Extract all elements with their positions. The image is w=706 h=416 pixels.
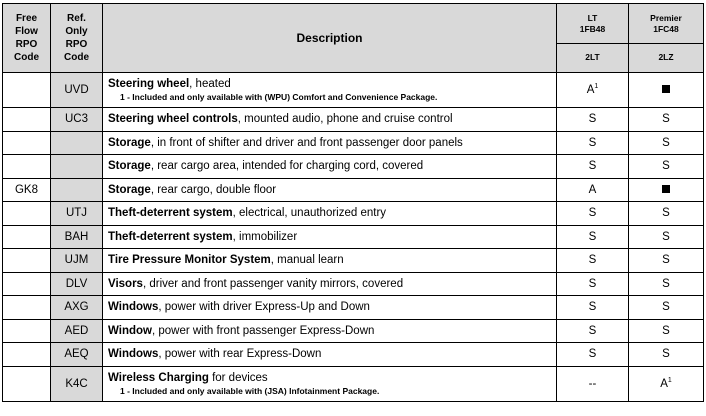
table-row: [3, 178, 704, 202]
lt-value: S: [557, 249, 629, 273]
feature-detail: , mounted audio, phone and cruise control: [237, 113, 453, 126]
lt-value: S: [557, 343, 629, 367]
feature-detail: , heated: [189, 78, 231, 90]
feature-name: Windows: [108, 348, 159, 361]
premier-value: S: [629, 249, 704, 273]
table-row: [3, 73, 704, 108]
free-flow-line: RPO: [15, 39, 38, 50]
feature-detail: , driver and front passenger vanity mirrors, covered: [142, 277, 404, 290]
lt-value: S: [557, 108, 629, 132]
feature-name: Steering wheel: [108, 78, 190, 90]
free-flow-line: Flow: [15, 26, 38, 37]
feature-name: Storage: [108, 136, 151, 149]
premier-value-footnote-marker: 1: [667, 376, 672, 384]
spec-table: [2, 3, 704, 402]
description-cell: [103, 296, 557, 320]
ref-code: AXG: [51, 296, 103, 320]
table-row: [3, 249, 704, 273]
description-cell: [103, 366, 557, 401]
description-cell: [103, 178, 557, 202]
lt-trim-name: LT: [587, 13, 598, 23]
feature-name: Visors: [108, 277, 143, 290]
feature-detail: , power with rear Express-Down: [158, 348, 322, 361]
feature-name: Windows: [108, 301, 159, 314]
lt-value-footnote-marker: 1: [594, 83, 599, 91]
premier-trim-name: Premier: [650, 13, 682, 23]
ref-only-line: Only: [65, 26, 88, 37]
feature-name: Window: [108, 324, 152, 337]
free-flow-code: [3, 73, 51, 108]
lt-trim-code: 1FB48: [579, 24, 606, 34]
ref-code: [51, 131, 103, 155]
premier-value: S: [629, 225, 704, 249]
feature-detail: , in front of shifter and driver and front passenger door panels: [150, 136, 463, 149]
ref-code: AED: [51, 319, 103, 343]
feature-name: Theft-deterrent system: [108, 230, 233, 243]
premier-trim-code: 1FC48: [653, 24, 679, 34]
lt-value: S: [557, 155, 629, 179]
feature-detail: , electrical, unauthorized entry: [232, 207, 387, 220]
premier-value: S: [629, 131, 704, 155]
lt-value: [557, 73, 629, 108]
ref-code: BAH: [51, 225, 103, 249]
feature-detail: for devices: [208, 371, 268, 384]
description-header: Description: [103, 4, 557, 73]
description-cell: [103, 108, 557, 132]
premier-value: S: [629, 108, 704, 132]
footnote: 1 - Included and only available with (WPU) Comfort and Convenience Package.: [120, 92, 438, 102]
feature-name: Tire Pressure Monitor System: [108, 254, 271, 267]
table-row: [3, 319, 704, 343]
free-flow-code: [3, 319, 51, 343]
ref-only-line: Code: [64, 52, 89, 63]
header-row: [3, 4, 704, 73]
feature-name: Theft-deterrent system: [108, 207, 233, 220]
free-flow-code: [3, 155, 51, 179]
table-row: [3, 108, 704, 132]
free-flow-code: [3, 131, 51, 155]
free-flow-code: GK8: [3, 178, 51, 202]
premier-value: S: [629, 202, 704, 226]
description-cell: [103, 319, 557, 343]
filled-square-icon: [662, 85, 670, 93]
free-flow-code: [3, 225, 51, 249]
ref-code: [51, 155, 103, 179]
feature-name: Wireless Charging: [108, 371, 209, 384]
description-cell: [103, 202, 557, 226]
free-flow-code: [3, 343, 51, 367]
free-flow-line: Code: [14, 52, 39, 63]
ref-code: [51, 178, 103, 202]
free-flow-line: Free: [15, 13, 38, 24]
ref-code: UVD: [51, 73, 103, 108]
description-cell: [103, 225, 557, 249]
free-flow-header: [3, 4, 51, 73]
feature-detail: , manual learn: [270, 254, 344, 267]
feature-detail: , rear cargo area, intended for charging cord, covered: [150, 160, 424, 173]
lt-value: A: [557, 178, 629, 202]
lt-trim-header: [557, 4, 629, 73]
premier-trim-header: [629, 4, 704, 73]
feature-name: Steering wheel controls: [108, 113, 238, 126]
feature-name: Storage: [108, 160, 151, 173]
ref-only-line: RPO: [65, 39, 88, 50]
filled-square-icon: [662, 185, 670, 193]
ref-code: UJM: [51, 249, 103, 273]
lt-value: S: [557, 131, 629, 155]
description-cell: [103, 155, 557, 179]
free-flow-code: [3, 108, 51, 132]
premier-value: [629, 178, 704, 202]
free-flow-code: [3, 249, 51, 273]
lt-value: S: [557, 272, 629, 296]
feature-name: Storage: [108, 183, 151, 196]
ref-only-line: Ref.: [67, 13, 86, 24]
free-flow-code: [3, 272, 51, 296]
description-cell: [103, 131, 557, 155]
ref-code: DLV: [51, 272, 103, 296]
description-cell: [103, 272, 557, 296]
premier-value: S: [629, 155, 704, 179]
table-row: [3, 366, 704, 401]
premier-value-text: A: [660, 377, 668, 390]
feature-detail: , rear cargo, double floor: [150, 183, 277, 196]
premier-value: S: [629, 343, 704, 367]
feature-detail: , power with front passenger Express-Down: [151, 324, 375, 337]
lt-trim-package: 2LT: [585, 52, 600, 62]
ref-code: AEQ: [51, 343, 103, 367]
description-cell: [103, 343, 557, 367]
lt-value: S: [557, 296, 629, 320]
ref-code: UTJ: [51, 202, 103, 226]
premier-value: S: [629, 319, 704, 343]
description-cell: [103, 249, 557, 273]
feature-detail: , immobilizer: [232, 230, 298, 243]
table-row: [3, 225, 704, 249]
ref-code: UC3: [51, 108, 103, 132]
lt-trim-top: [557, 13, 628, 44]
free-flow-code: [3, 202, 51, 226]
lt-value-text: A: [586, 84, 595, 96]
premier-value: S: [629, 296, 704, 320]
ref-only-header: [51, 4, 103, 73]
footnote: 1 - Included and only available with (JSA) Infotainment Package.: [120, 385, 380, 396]
table-row: [3, 272, 704, 296]
table-row: [3, 296, 704, 320]
free-flow-code: [3, 296, 51, 320]
premier-value: [629, 366, 704, 401]
description-cell: [103, 73, 557, 108]
table-row: [3, 202, 704, 226]
lt-value: S: [557, 202, 629, 226]
table-row: [3, 131, 704, 155]
lt-value: S: [557, 225, 629, 249]
premier-trim-package: 2LZ: [658, 52, 674, 62]
table-row: [3, 155, 704, 179]
free-flow-code: [3, 366, 51, 401]
premier-trim-top: [629, 13, 703, 44]
lt-value: --: [557, 366, 629, 401]
feature-detail: , power with driver Express-Up and Down: [158, 301, 370, 314]
lt-value: S: [557, 319, 629, 343]
premier-value: S: [629, 272, 704, 296]
ref-code: K4C: [51, 366, 103, 401]
table-row: [3, 343, 704, 367]
premier-value: [629, 73, 704, 108]
